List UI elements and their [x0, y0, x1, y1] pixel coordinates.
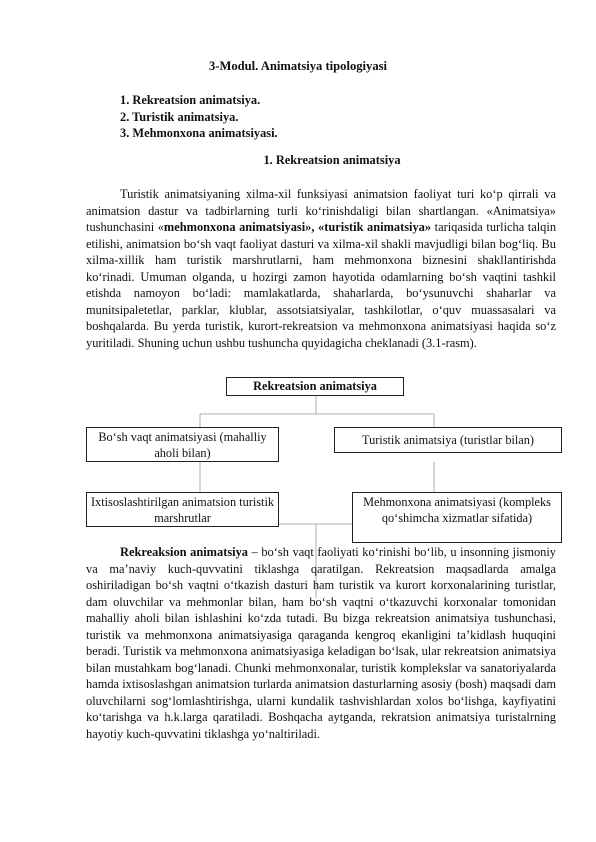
toc-item: 1. Rekreatsion animatsiya. — [120, 93, 261, 107]
para1-text-c: tariqasida turlicha talqin etilishi, animatsion bo‘sh vaqt faoliyat dasturi va xilma-xil shakli mavjudligi bilan bog‘liq. Bu xilma-xillik ham turistik marshrutlarni, ham mehmonxona biznesini shakllantirishda ko‘rinadi. Umuman olganda, u hozirgi zamon hayotida odamlarning bo‘sh vaqtini tashkil etishda namoyon bo‘ladi: mamlakatlarda, shaharlarda, bo‘ysunuvchi shaharlar va munitsipaletetlar, parklar, klublar, assotsiatsiyalar, tashkilotlar, o‘quv muassasalari va boshqalarda. Bu yerda turistik, kurort-rekreatsion va mehmonxona animatsiyasi haqida so‘z yuritiladi. Shuning uchun ushbu tushuncha quyidagicha cheklanadi (3.1-rasm). — [86, 220, 557, 350]
diagram-node-free-time: Bo‘sh vaqt animatsiyasi (mahalliy aholi bilan) — [86, 427, 279, 462]
para1-bold-terms: mehmonxona animatsiyasi», «turistik animatsiya» — [163, 220, 432, 234]
para2-lead-term: Rekreaksion animatsiya — [120, 545, 248, 559]
section-title: 1. Rekreatsion animatsiya — [263, 153, 401, 167]
toc-item: 3. Mehmonxona animatsiyasi. — [120, 126, 278, 140]
toc-item: 2. Turistik animatsiya. — [120, 109, 239, 124]
diagram-node-routes: Ixtisoslashtirilgan animatsion turistik marshrutlar — [86, 492, 279, 527]
recreation-paragraph — [86, 544, 556, 742]
para1-text-a: Turistik animatsiyaning xilma-xil funksiyasi animatsion faoliyat turi ko‘p qirrali va animatsion dastur va tadbirlarning turli ko‘rinishdaligi bilan shartlangan. «Animatsiya» tushunchasini « — [86, 187, 556, 234]
diagram-node-hotel: Mehmonxona animatsiyasi (kompleks qo‘shimcha xizmatlar sifatida) — [352, 492, 562, 543]
diagram-node-tourist: Turistik animatsiya (turistlar bilan) — [334, 427, 562, 453]
para2-text: – bo‘sh vaqt faoliyati ko‘rinishi bo‘lib, u insonning jismoniy va ma’naviy kuch-quvvatini tiklashga qaratilgan. Rekreatsion maqsadlarda amalga oshiriladigan bo‘sh vaqtni o‘tkazish dasturi ham turistik va kurort korxonalarining turistlar, dam oluvchilar va mehmonlar bilan, ham bo‘sh vaqtni o‘tkazuvchi korxonalar tomonidan mahalliy aholi bilan ishlashini ko‘zda tutadi. Bu bizga rekreatsion animatsiya tushunchasi, turistik va mehmonxona animatsiyasiga qaraganda kengroq ekanligini ta’kidlash huquqini beradi. Turistik va mehmonxona animatsiyasiga keladigan bo‘lsak, ular rekreatsion animatsiya bilan mustahkam bog‘lanadi. Chunki mehmonxonalar, turistik komplekslar va sanatoriyalarda hamda ixtisoslashgan animatsion turlarda animatsion dasturlarning asosiy (bosh) maqsadi dam oluvchilarni sog‘lomlashtirishga, ularni kundalik tashvishlardan xolos bo‘lishga, kayfiyatini ko‘tarishga va h.k.larga qaratiladi. Boshqacha aytganda, rekratsion animatsiya turistalrning hayotiy kuch-quvvatini tiklashga yo‘naltiriladi. — [86, 545, 556, 741]
document-title: 3-Modul. Animatsiya tipologiyasi — [208, 59, 388, 73]
diagram-root-node: Rekreatsion animatsiya — [226, 377, 404, 396]
